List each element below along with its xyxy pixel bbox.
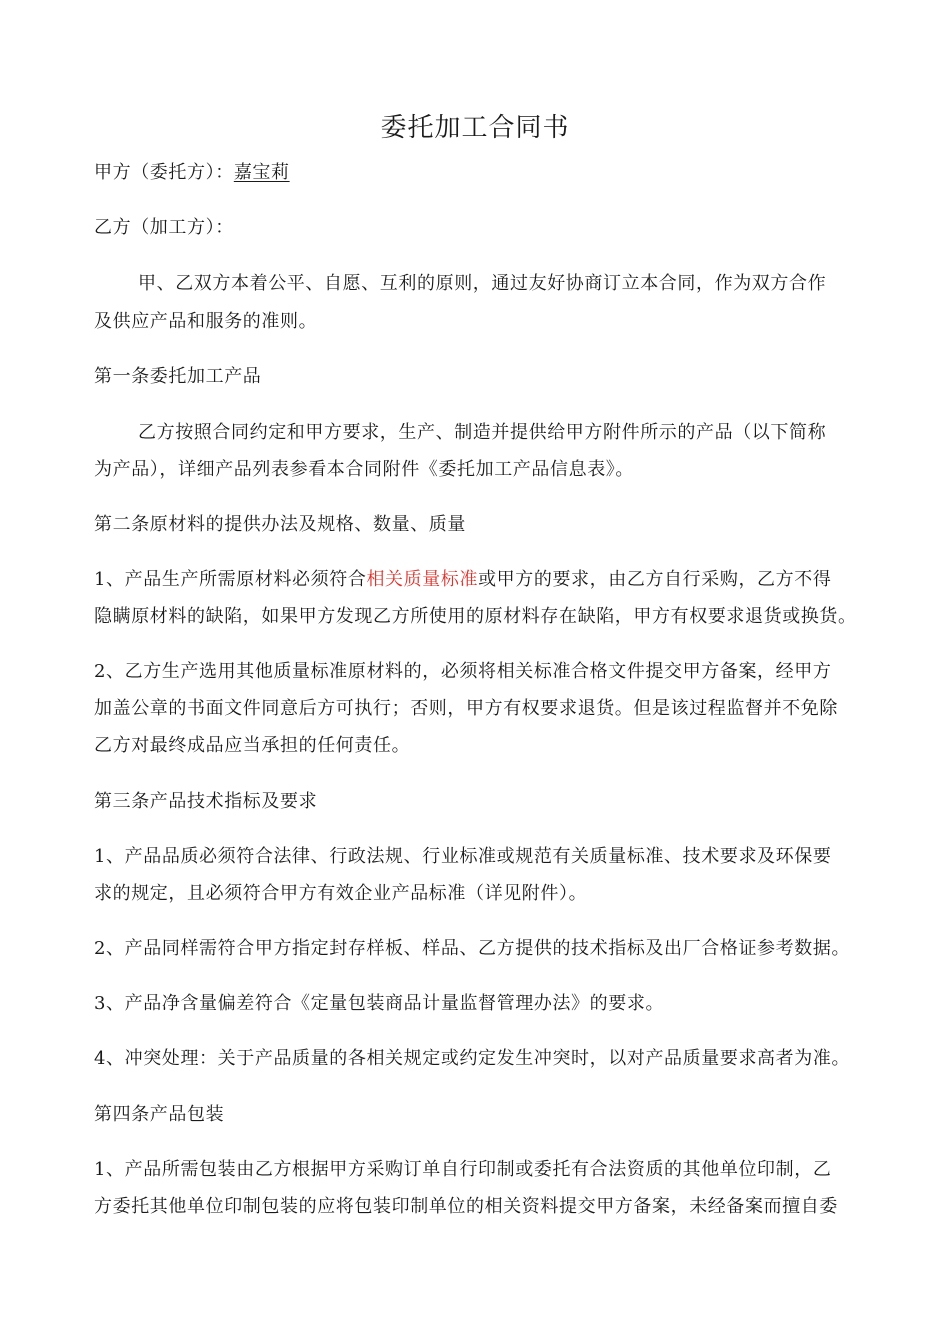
- party-a-line: [94, 160, 290, 186]
- intro-line-2: 及供应产品和服务的准则。: [94, 311, 318, 332]
- article-2-item-1-prefix: 1、产品生产所需原材料必须符合: [94, 569, 367, 590]
- article-1-line-2: 为产品），详细产品列表参看本合同附件《委托加工产品信息表》。: [94, 459, 634, 480]
- quality-standard-highlight: 相关质量标准: [366, 569, 479, 590]
- article-3-heading: 第三条产品技术指标及要求: [94, 791, 318, 812]
- party-a-name: 嘉宝莉: [233, 162, 290, 183]
- article-2-item-1-line-1: [94, 567, 831, 593]
- article-2-item-2-line-2: 加盖公章的书面文件同意后方可执行；否则，甲方有权要求退货。但是该过程监督并不免除: [94, 698, 838, 719]
- article-3-item-2: 2、产品同样需符合甲方指定封存样板、样品、乙方提供的技术指标及出厂合格证参考数据。: [94, 938, 851, 959]
- article-4-heading: 第四条产品包装: [94, 1104, 225, 1125]
- article-3-item-1-line-1: 1、产品品质必须符合法律、行政法规、行业标准或规范有关质量标准、技术要求及环保要: [94, 846, 832, 867]
- article-4-item-1-line-2: 方委托其他单位印制包装的应将包装印制单位的相关资料提交甲方备案，未经备案而擅自委: [94, 1196, 838, 1217]
- article-2-item-1-line-2: 隐瞒原材料的缺陷，如果甲方发现乙方所使用的原材料存在缺陷，甲方有权要求退货或换货。: [94, 606, 857, 627]
- article-2-heading: 第二条原材料的提供办法及规格、数量、质量: [94, 514, 466, 535]
- article-4-item-1-line-1: 1、产品所需包装由乙方根据甲方采购订单自行印制或委托有合法资质的其他单位印制，乙: [94, 1159, 832, 1180]
- article-2-item-2-line-1: 2、乙方生产选用其他质量标准原材料的，必须将相关标准合格文件提交甲方备案，经甲方: [94, 661, 832, 682]
- party-b-label: 乙方（加工方）：: [94, 217, 234, 238]
- article-3-item-1-line-2: 求的规定，且必须符合甲方有效企业产品标准（详见附件）。: [94, 883, 588, 904]
- article-1-line-1: 乙方按照合同约定和甲方要求，生产、制造并提供给甲方附件所示的产品（以下简称: [138, 422, 827, 443]
- article-1-heading: 第一条委托加工产品: [94, 366, 262, 387]
- article-2-item-1-suffix: 或甲方的要求，由乙方自行采购，乙方不得: [478, 569, 832, 590]
- party-b-line: [94, 215, 234, 241]
- document-title: 委托加工合同书: [380, 113, 570, 143]
- article-2-item-2-line-3: 乙方对最终成品应当承担的任何责任。: [94, 735, 411, 756]
- intro-line-1: 甲、乙双方本着公平、自愿、互利的原则，通过友好协商订立本合同，作为双方合作: [138, 273, 827, 294]
- party-a-label: 甲方（委托方）：: [94, 162, 234, 183]
- article-3-item-4: 4、冲突处理：关于产品质量的各相关规定或约定发生冲突时，以对产品质量要求高者为准。: [94, 1048, 851, 1069]
- article-3-item-3: 3、产品净含量偏差符合《定量包装商品计量监督管理办法》的要求。: [94, 993, 665, 1014]
